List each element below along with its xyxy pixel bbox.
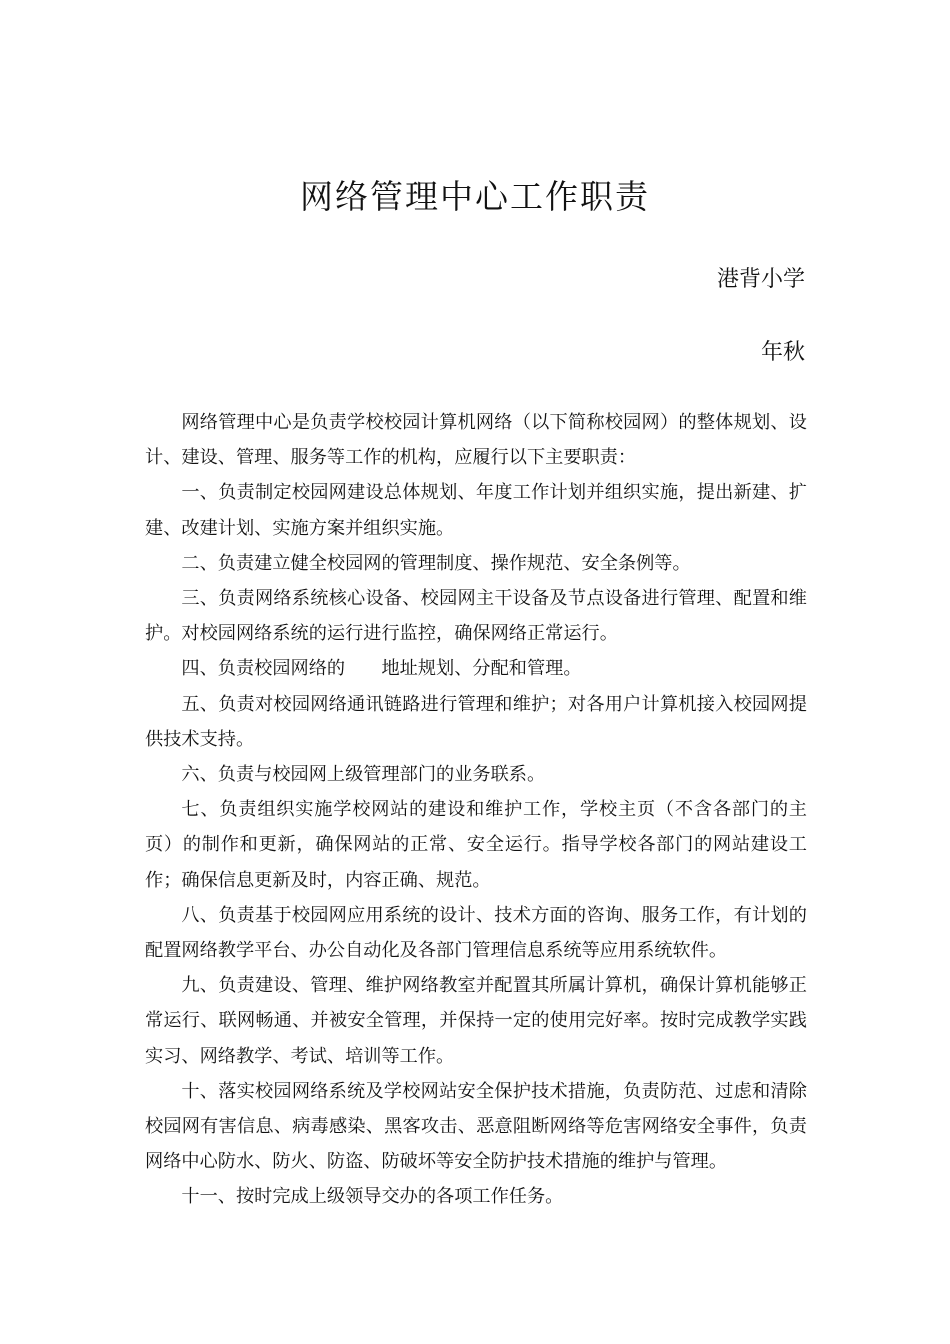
intro-paragraph: 网络管理中心是负责学校校园计算机网络（以下简称校园网）的整体规划、设计、建设、管理、服务等工作的机构，应履行以下主要职责：: [145, 412, 807, 469]
duty-paragraph-1: 一、负责制定校园网建设总体规划、年度工作计划并组织实施，提出新建、扩建、改建计划、实施方案并组织实施。: [145, 482, 807, 539]
duty-paragraph-2: 二、负责建立健全校园网的管理制度、操作规范、安全条例等。: [181, 552, 691, 574]
duty-paragraph-9: 九、负责建设、管理、维护网络教室并配置其所属计算机，确保计算机能够正常运行、联网畅通、并被安全管理，并保持一定的使用完好率。按时完成教学实践实习、网络教学、考试、培训等工作。: [145, 975, 807, 1067]
duty-paragraph-4: 四、负责校园网络的 地址规划、分配和管理。: [181, 658, 582, 680]
document-body: [145, 405, 807, 1215]
duty-paragraph-7: 七、负责组织实施学校网站的建设和维护工作，学校主页（不含各部门的主页）的制作和更新，确保网站的正常、安全运行。指导学校各部门的网站建设工作；确保信息更新及时，内容正确、规范。: [145, 799, 807, 891]
document-title: 网络管理中心工作职责: [300, 177, 650, 216]
duty-paragraph-6: 六、负责与校园网上级管理部门的业务联系。: [181, 764, 546, 786]
school-name: 港背小学: [716, 267, 805, 292]
duty-paragraph-8: 八、负责基于校园网应用系统的设计、技术方面的咨询、服务工作，有计划的配置网络教学平台、办公自动化及各部门管理信息系统等应用系统软件。: [145, 904, 807, 962]
duty-paragraph-5: 五、负责对校园网络通讯链路进行管理和维护；对各用户计算机接入校园网提供技术支持。: [145, 693, 807, 750]
duty-paragraph-11: 十一、按时完成上级领导交办的各项工作任务。: [181, 1186, 564, 1208]
document-season: 年秋: [760, 340, 805, 365]
duty-paragraph-10: 十、落实校园网络系统及学校网站安全保护技术措施，负责防范、过虑和清除校园网有害信息、病毒感染、黑客攻击、恶意阻断网络等危害网络安全事件，负责网络中心防水、防火、防盗、防破坏等安全防护技术措施的维护与管理。: [145, 1080, 807, 1173]
duty-paragraph-3: 三、负责网络系统核心设备、校园网主干设备及节点设备进行管理、配置和维护。对校园网络系统的运行进行监控，确保网络正常运行。: [145, 588, 807, 645]
